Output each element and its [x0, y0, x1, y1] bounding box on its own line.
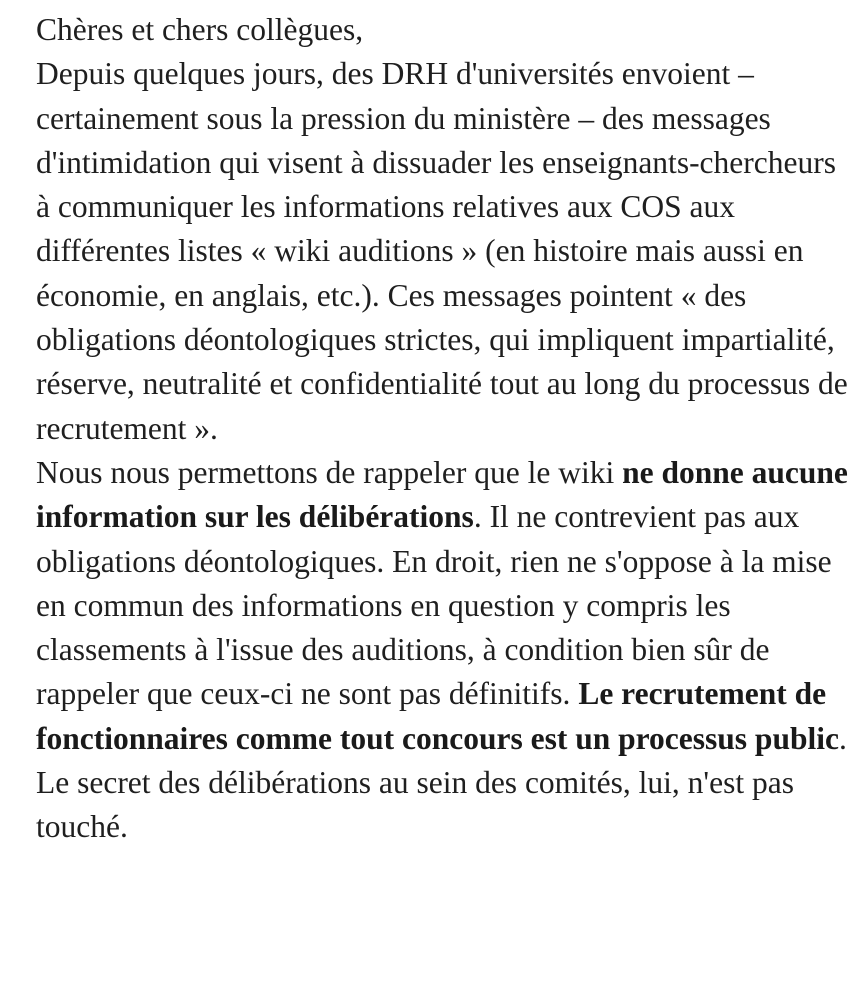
salutation: Chères et chers collègues,: [36, 12, 364, 47]
paragraph-intimidation: Depuis quelques jours, des DRH d'universités envoient – certainement sous la pression du ministère – des messages d'intimidation qui visent à dissuader les enseignants-chercheurs à communiquer les informations relatives aux COS aux différentes listes « wiki auditions » (en histoire mais aussi en économie, en anglais, etc.). Ces messages pointent « des obligations déontologiques strictes, qui impliquent impartialité, réserve, neutralité et confidentialité tout au long du processus de recrutement ».: [36, 56, 848, 446]
letter-body: [36, 8, 848, 850]
emphasis-public-process: Le recrutement de fonctionnaires comme tout concours est un processus public: [36, 676, 839, 756]
paragraph-reminder-text-3: . Le secret des délibérations au sein des comités, lui, n'est pas touché.: [36, 720, 847, 845]
emphasis-no-deliberation-info: ne donne aucune information sur les délibérations: [36, 454, 848, 535]
paragraph-reminder: [36, 451, 848, 850]
paragraph-reminder-text-2: . Il ne contrevient pas aux obligations déontologiques. En droit, rien ne s'oppose à la mise en commun des informations en question y compris les classements à l'issue des auditions, à condition bien sûr de rappeler que ceux-ci ne sont pas définitifs.: [36, 499, 832, 712]
paragraph-reminder-text-1: Nous nous permettons de rappeler que le wiki: [36, 454, 623, 490]
